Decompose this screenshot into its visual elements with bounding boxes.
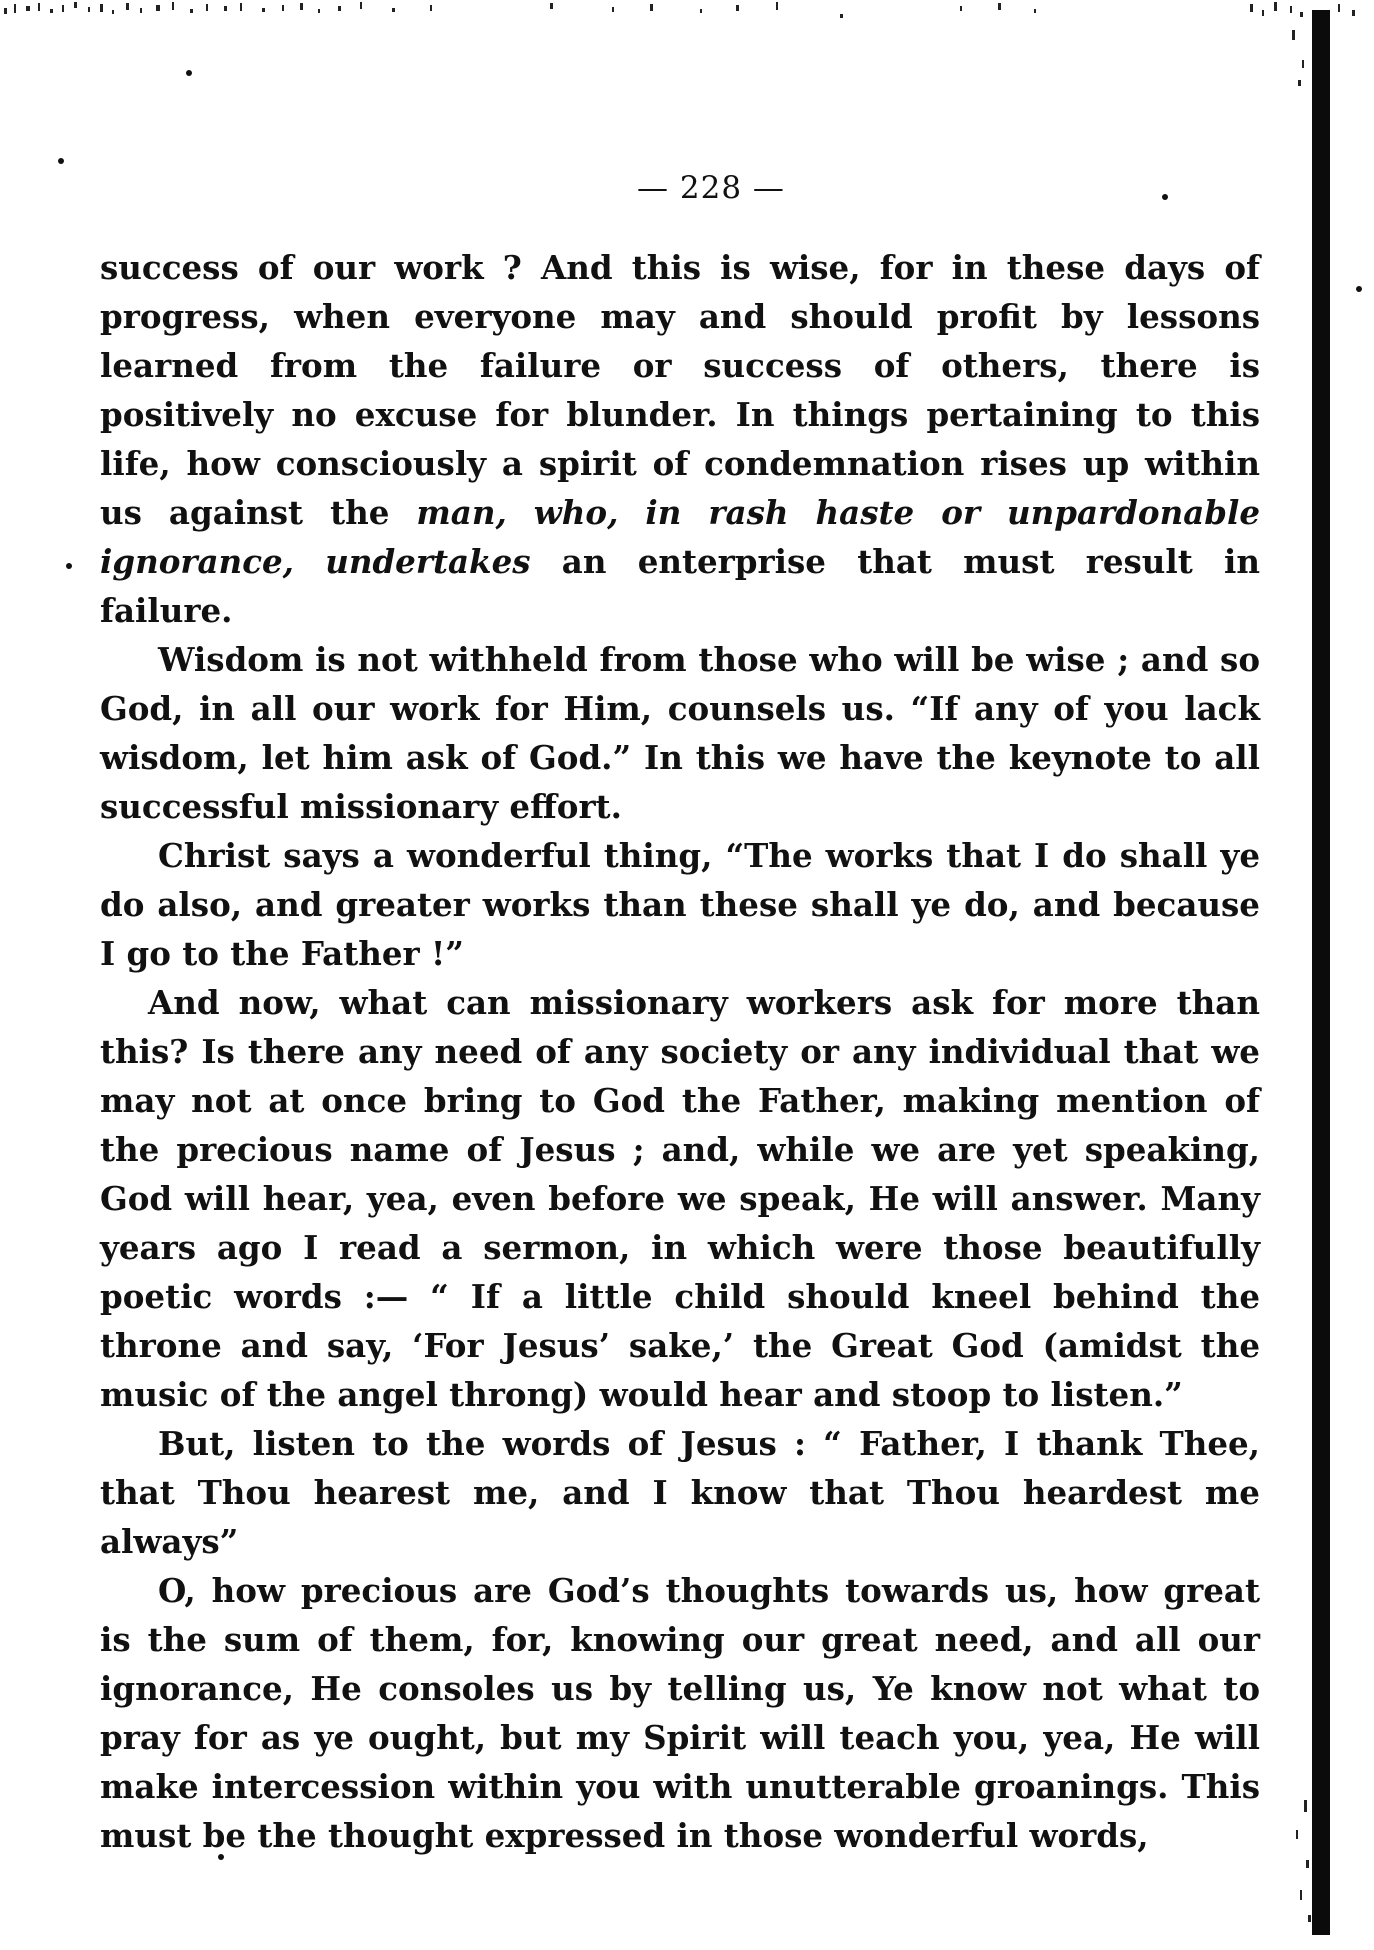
paragraph: O, how precious are God’s thoughts towards us, how great is the sum of them, for, knowing our great need, and all our ignorance, He consoles us by telling us, Ye know not what to pray for as ye ought, but my Spirit will teach you, yea, He will make intercession within you with unutterable groanings. This must be the thought expressed in those wonderful words, — [100, 1571, 1260, 1855]
body-text — [100, 243, 1260, 1860]
page-number: — 228 — — [637, 170, 785, 206]
paragraph: But, listen to the words of Jesus : “ Father, I thank Thee, that Thou hearest me, and I know that Thou heardest me always” — [100, 1424, 1260, 1561]
scan-speck — [1356, 286, 1362, 292]
paragraph: success of our work ? And this is wise, for in these days of progress, when everyone may and should profit by lessons learned from the failure or success of others, there is positively no excuse for blunder. In things pertaining to this life, how consciously a spirit of condemnation rises up within us against the man, who, in rash haste or unpardonable ignorance, undertakes an enterprise that must result in failure. — [100, 248, 1260, 630]
paragraph: Christ says a wonderful thing, “The works that I do shall ye do also, and greater works than these shall ye do, and because I go to the Father !” — [100, 836, 1260, 973]
paragraph: And now, what can missionary workers ask for more than this? Is there any need of any society or any individual that we may not at once bring to God the Father, making mention of the precious name of Jesus ; and, while we are yet speaking, God will hear, yea, even before we speak, He will answer. Many years ago I read a sermon, in which were those beautifully poetic words :— “ If a little child should kneel behind the throne and say, ‘For Jesus’ sake,’ the Great God (amidst the music of the angel throng) would hear and stoop to listen.” — [100, 983, 1260, 1414]
scan-speck — [66, 563, 72, 569]
paragraph: Wisdom is not withheld from those who will be wise ; and so God, in all our work for Him, counsels us. “If any of you lack wisdom, let him ask of God.” In this we have the keynote to all successful missionary effort. — [100, 640, 1260, 826]
scan-noise-top — [0, 0, 1374, 40]
scan-speck — [186, 70, 192, 76]
binding-edge — [1312, 10, 1330, 1935]
scan-noise-right — [1282, 0, 1312, 1950]
scan-speck — [58, 158, 64, 164]
